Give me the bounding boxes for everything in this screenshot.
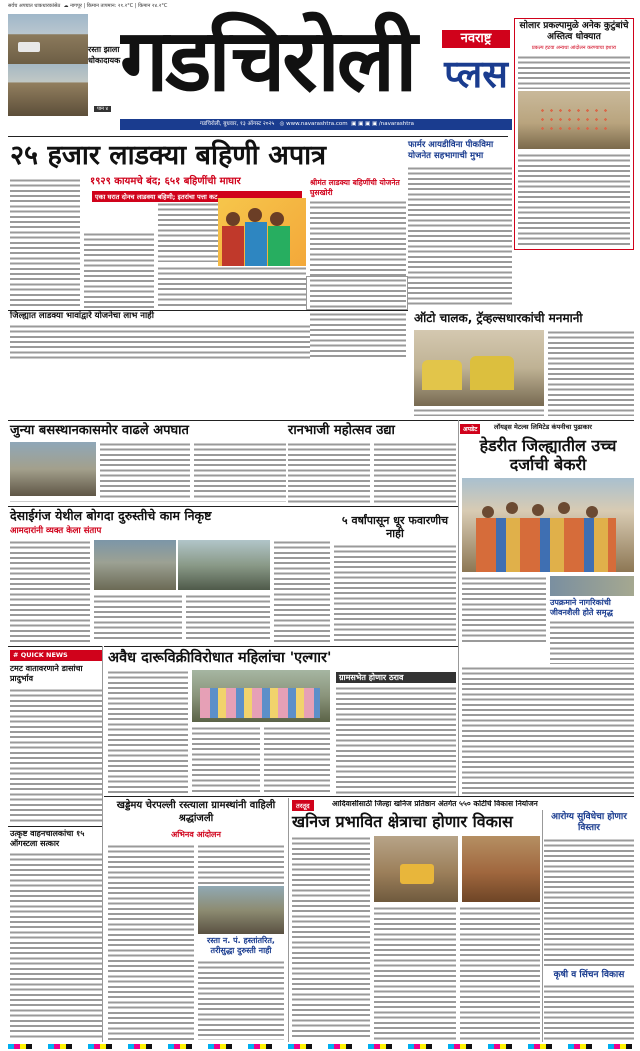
upkram-body: [550, 620, 634, 664]
khanij-photo-2: [462, 836, 540, 902]
quick-news-body-1: [10, 688, 102, 824]
auto-photo: [414, 330, 544, 406]
liquor-body-1: [108, 670, 188, 794]
farm-box: [306, 276, 408, 310]
ranbhaji-headline: रानभाजी महोत्सव उद्या: [288, 423, 395, 438]
desaiganj-photo-1: [94, 540, 176, 590]
hedri-photo: [462, 478, 634, 572]
update-text: लॉयड्स मेटल्स लिमिटेड कंपनीचा पुढाकार: [494, 423, 592, 431]
left-teaser-headline: रस्ता झाला धोकादायक: [88, 45, 121, 65]
dateline-bar: [120, 119, 512, 130]
old-bus-body-2: [194, 442, 286, 498]
khanij-headline: खनिज प्रभावित क्षेत्राचा होणार विकास: [292, 812, 513, 831]
top-right-box: [514, 18, 634, 250]
left-teaser-page: पान ४: [94, 106, 111, 112]
khanij-body-2: [374, 906, 456, 1040]
quick-news-label: [10, 650, 102, 661]
social-icons: ▣ ▣ ▣ ▣: [351, 121, 378, 127]
krushi-body: [544, 984, 634, 1040]
desaiganj-body-1: [10, 540, 90, 642]
lead-col2: [84, 232, 154, 308]
adivasi-headline: आदिवासींसाठी जिल्हा खनिज प्रतिष्ठान अंतर्गत ५५० कोटींचे विकास नियोजन: [332, 800, 538, 808]
ladki-scheme-body: [10, 324, 310, 360]
rasta-headline: रस्ता न. पं. हस्तांतरित, तरीसुद्धा दुरुस्ती नाही: [207, 936, 275, 955]
upkram-photo: [550, 576, 634, 596]
brand-top: नवराष्ट्र: [442, 30, 510, 48]
auto-body: [548, 330, 634, 416]
khaddo-headline: खड्डेमय चेरपल्ली रस्त्याला ग्रामस्थांनी वाहिली श्रद्धांजली: [116, 800, 276, 824]
khanij-body-1: [292, 836, 370, 1040]
rasta-body: [198, 960, 284, 1040]
lead-kicker: १९२९ कायमचे बंद; ६५१ बहिणींची माघार: [90, 176, 241, 187]
old-bus-body-3: [10, 500, 286, 502]
farmer-body: [408, 166, 512, 308]
khaddo-body-2: [198, 844, 284, 884]
auto-headline: ऑटो चालक, ट्रॅव्हल्सधारकांची मनमानी: [414, 311, 583, 325]
masthead-title: गडचिरोली: [120, 11, 415, 111]
upkram-body-2: [462, 666, 634, 794]
khaddo-subhead: अभिनव आंदोलन: [171, 830, 221, 839]
khanij-body-3: [460, 906, 540, 1040]
cloud-icon: ☁: [63, 3, 69, 9]
old-bus-body-1: [100, 442, 190, 498]
ranbhaji-body-1: [288, 442, 370, 504]
temp-min: किमान २४.२°C: [138, 3, 168, 9]
lead-side-head: श्रीमंत लाडक्या बहिणींची योजनेत घुसखोरी: [310, 178, 400, 197]
top-right-body-2: [518, 153, 630, 245]
lead-col4: [158, 266, 306, 306]
website: www.navarashtra.com: [286, 121, 348, 127]
liquor-headline: अवैध दारूविक्रीविरोधात महिलांचा 'एल्गार': [108, 650, 332, 666]
khaddo-photo: [198, 886, 284, 934]
weather-city: नागपूर: [70, 3, 82, 9]
top-right-photo: [518, 91, 630, 149]
left-teaser-photo: [8, 14, 88, 64]
left-teaser-photo-2: [8, 64, 88, 116]
desaiganj-photo-2: [178, 540, 270, 590]
arogya-headline: आरोग्य सुविधेचा होणार विस्तार: [551, 812, 627, 833]
liquor-body-3: [264, 726, 330, 794]
hedri-body-1: [462, 576, 546, 644]
lead-col3: [158, 202, 218, 262]
lead-subkicker: एका घरात दोनच लाडक्या बहिणी; इतरांचा पत्ता कट: [92, 191, 302, 202]
desaiganj-headline: देसाईगंज येथील बोगदा दुरुस्तीचे काम निकृष्ट: [10, 508, 212, 523]
fog-body: [334, 544, 456, 642]
lead-col1: [10, 178, 80, 308]
auto-body-2: [414, 408, 544, 416]
handle: /navarashtra: [378, 121, 415, 127]
old-bus-photo: [10, 442, 96, 496]
krushi-headline: कृषी व सिंचन विकास: [553, 970, 625, 980]
tartud-label: तरतूद: [292, 800, 314, 811]
desaiganj-subhead: आमदारांनी व्यक्त केला संताप: [10, 526, 102, 536]
old-bus-headline: जुन्या बसस्थानकासमोर वाढले अपघात: [10, 423, 189, 438]
khaddo-body-1: [108, 844, 194, 1040]
desaiganj-body-3: [186, 594, 270, 642]
ranbhaji-body-2: [374, 442, 456, 504]
farmer-headline: फार्मर आयडीविना पीकविमा योजनेत सहभागाची मुभा: [408, 140, 494, 161]
globe-icon: ◎: [279, 121, 285, 127]
top-right-body: [518, 55, 630, 89]
lead-headline: २५ हजार लाडक्या बहिणी अपात्र: [10, 140, 327, 171]
registration-strip: [8, 1044, 634, 1049]
ladki-scheme-headline: जिल्ह्यात लाडक्या भावांद्वारे योजनेचा लाभ नाही: [10, 311, 154, 321]
top-right-headline: सोलार प्रकल्पामुळे अनेक कुटुंबांचे अस्तित्व धोक्यात: [519, 21, 629, 42]
upkram-headline: उपक्रमाने नागरिकांची जीवनशैली होते समृद्ध: [550, 598, 613, 617]
mid-column-body: [310, 312, 406, 360]
temp-max: किमान तापमान: २१.२°C: [86, 3, 134, 9]
hash-icon: #: [13, 651, 19, 659]
fog-headline: ५ वर्षांपासून धूर फवारणीच नाही: [341, 514, 449, 540]
quick-news-title: QUICK NEWS: [20, 651, 68, 659]
dateline: गडचिरोली, बुधवार, १३ ऑगस्ट २०२५: [200, 121, 275, 127]
lead-illustration: [218, 198, 306, 266]
khanij-photo-1: [374, 836, 458, 902]
desaiganj-body-2: [94, 594, 182, 642]
quick-news-item-1: टमट वातावरणाने डासांचा प्रादुर्भाव: [10, 664, 83, 683]
liquor-body-2: [192, 726, 260, 794]
top-left-note: सर्वच अपघात धाकधारकांसेठ: [8, 3, 61, 9]
desaiganj-body-4: [274, 540, 330, 642]
brand-bottom: प्लस: [444, 52, 508, 96]
quick-news-body-2: [10, 852, 102, 1040]
gram-ring-headline: ग्रामसभेत होणार ठराव: [336, 672, 456, 683]
quick-news-item-2: उत्कृष्ट वाहनचालकांचा १५ ऑगस्टला सत्कार: [10, 829, 85, 848]
gram-ring-body: [336, 686, 456, 794]
update-label: अपडेट: [460, 424, 480, 434]
brand-box: [442, 30, 510, 102]
masthead-topline: सर्वच अपघात धाकधारकांसेठ ☁ नागपूर | किमान तापमान: २१.२°C | किमान २४.२°C: [8, 3, 168, 9]
top-right-subhead: प्रकल्प हटवा अन्यथा आंदोलन करण्याचा इशारा: [531, 45, 617, 51]
arogya-body: [544, 838, 634, 968]
liquor-photo: [192, 670, 330, 722]
hedri-headline: हेडरीत जिल्ह्यातील उच्च दर्जाची बेकरी: [479, 436, 617, 474]
